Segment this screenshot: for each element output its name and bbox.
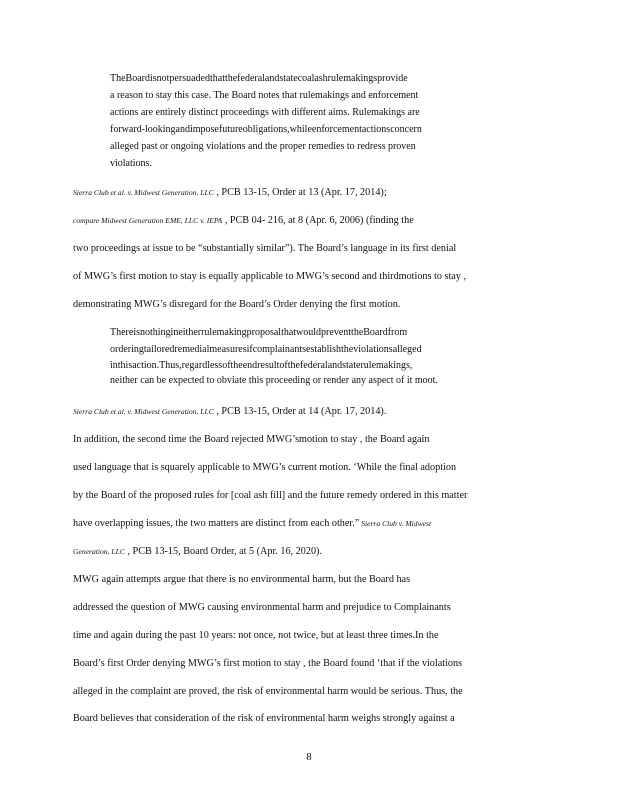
paragraph-3-line: Board’s first Order denying MWG’s first motion to stay , the Board found ‘that if the violations — [73, 658, 463, 669]
paragraph-2-line — [73, 546, 322, 558]
paragraph-3-line: MWG again attempts argue that there is no environmental harm, but the Board has — [73, 574, 411, 585]
block-quote-1-line: TheBoardisnotpersuadedthatthefederalandstatecoalashrulemakingsprovide — [110, 73, 408, 84]
quote-text: have overlapping issues, the two matters are distinct from each other.” — [73, 518, 360, 529]
block-quote-1-line: actions are entirely distinct proceedings with different aims. Rulemakings are — [110, 107, 420, 118]
case-name: Sierra Club et al. v. Midwest Generation, LLC — [73, 188, 214, 197]
case-name: compare Midwest Generation EME, LLC v. IEPA — [73, 216, 223, 225]
citation-2 — [73, 406, 386, 418]
case-name: Sierra Club v. Midwest — [359, 519, 432, 528]
paragraph-1-line: demonstrating MWG’s disregard for the Board’s Order denying the first motion. — [73, 299, 401, 310]
citation-detail: , PCB 13-15, Order at 14 (Apr. 17, 2014). — [213, 406, 387, 417]
paragraph-2-line: used language that is squarely applicable to MWG’s current motion. ‘While the final adoption — [73, 462, 457, 473]
paragraph-3-line: Board believes that consideration of the risk of environmental harm weighs strongly against a — [73, 713, 455, 724]
case-name: Generation, LLC — [73, 547, 125, 556]
paragraph-1-line — [73, 215, 414, 227]
block-quote-1-line: alleged past or ongoing violations and the proper remedies to redress proven — [110, 141, 416, 152]
paragraph-2-line: by the Board of the proposed rules for [coal ash fill] and the future remedy ordered in this matter — [73, 490, 468, 501]
citation-detail: , PCB 04- 216, at 8 (Apr. 6, 2006) (finding the — [222, 215, 414, 226]
block-quote-2-line: ThereisnothingineitherrulemakingproposalthatwouldpreventtheBoardfrom — [110, 327, 408, 338]
paragraph-3-line: alleged in the complaint are proved, the risk of environmental harm would be serious. Thus, the — [73, 686, 463, 697]
paragraph-1-line: of MWG’s first motion to stay is equally applicable to MWG’s second and thirdmotions to stay , — [73, 271, 467, 282]
block-quote-1-line: a reason to stay this case. The Board notes that rulemakings and enforcement — [110, 90, 419, 101]
citation-detail: , PCB 13-15, Board Order, at 5 (Apr. 16, 2020). — [124, 546, 322, 557]
block-quote-1-line: violations. — [110, 158, 152, 169]
paragraph-2-line — [73, 518, 431, 530]
paragraph-3-line: time and again during the past 10 years: not once, not twice, but at least three times.In the — [73, 630, 439, 641]
block-quote-2-line: inthisaction.Thus,regardlessoftheendresultofthefederalandstaterulemakings, — [110, 360, 413, 371]
block-quote-2-line: neither can be expected to obviate this proceeding or render any aspect of it moot. — [110, 375, 438, 386]
paragraph-1-line: two proceedings at issue to be “substantially similar”). The Board’s language in its first denial — [73, 243, 457, 254]
citation-detail: , PCB 13-15, Order at 13 (Apr. 17, 2014); — [213, 187, 387, 198]
case-name: Sierra Club et al. v. Midwest Generation, LLC — [73, 407, 214, 416]
paragraph-3-line: addressed the question of MWG causing environmental harm and prejudice to Complainants — [73, 602, 451, 613]
block-quote-1-line: forward-lookingandimposefutureobligations,whileenforcementactionsconcern — [110, 124, 422, 135]
block-quote-2-line: orderingtailoredremedialmeasuresifcomplainantsestablishtheviolationsalleged — [110, 344, 422, 355]
page-number: 8 — [306, 752, 312, 763]
paragraph-2-line: In addition, the second time the Board rejected MWG’smotion to stay , the Board again — [73, 434, 430, 445]
citation-1 — [73, 187, 387, 199]
